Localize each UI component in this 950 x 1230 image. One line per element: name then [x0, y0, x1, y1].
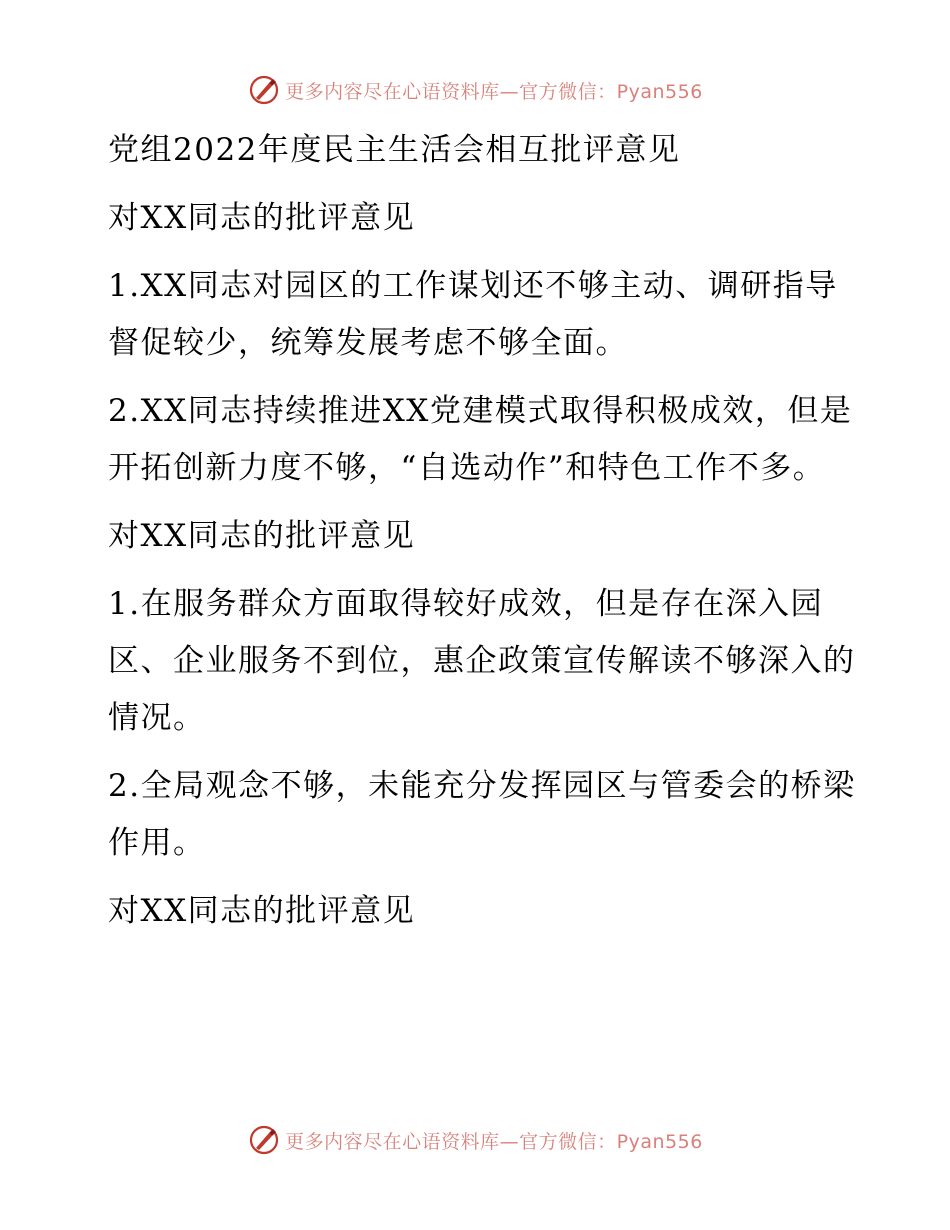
watermark-top: [0, 70, 950, 110]
paragraph: 1.在服务群众方面取得较好成效，但是存在深入园区、企业服务不到位，惠企政策宣传解读不够深入的情况。: [108, 586, 856, 736]
paragraph: 2.全局观念不够，未能充分发挥园区与管委会的桥梁作用。: [108, 768, 856, 861]
document-title: 党组2022年度民主生活会相互批评意见: [108, 132, 681, 168]
paragraph: 2.XX同志持续推进XX党建模式取得积极成效，但是开拓创新力度不够，“自选动作”和特色工作不多。: [108, 393, 853, 486]
pen-circle-logo-icon: [247, 1123, 281, 1157]
paragraph: 1.XX同志对园区的工作谋划还不够主动、调研指导督促较少，统筹发展考虑不够全面。: [108, 268, 838, 361]
pen-circle-logo-icon: [247, 73, 281, 107]
section-heading: 对XX同志的批评意见: [108, 200, 416, 236]
watermark-text: 更多内容尽在心语资料库—官方微信：Pyan556: [285, 1130, 703, 1153]
watermark-text: 更多内容尽在心语资料库—官方微信：Pyan556: [285, 80, 703, 103]
section-heading: 对XX同志的批评意见: [108, 893, 416, 929]
section-heading: 对XX同志的批评意见: [108, 518, 416, 554]
document-body: [98, 122, 858, 951]
watermark-bottom: [0, 1120, 950, 1160]
